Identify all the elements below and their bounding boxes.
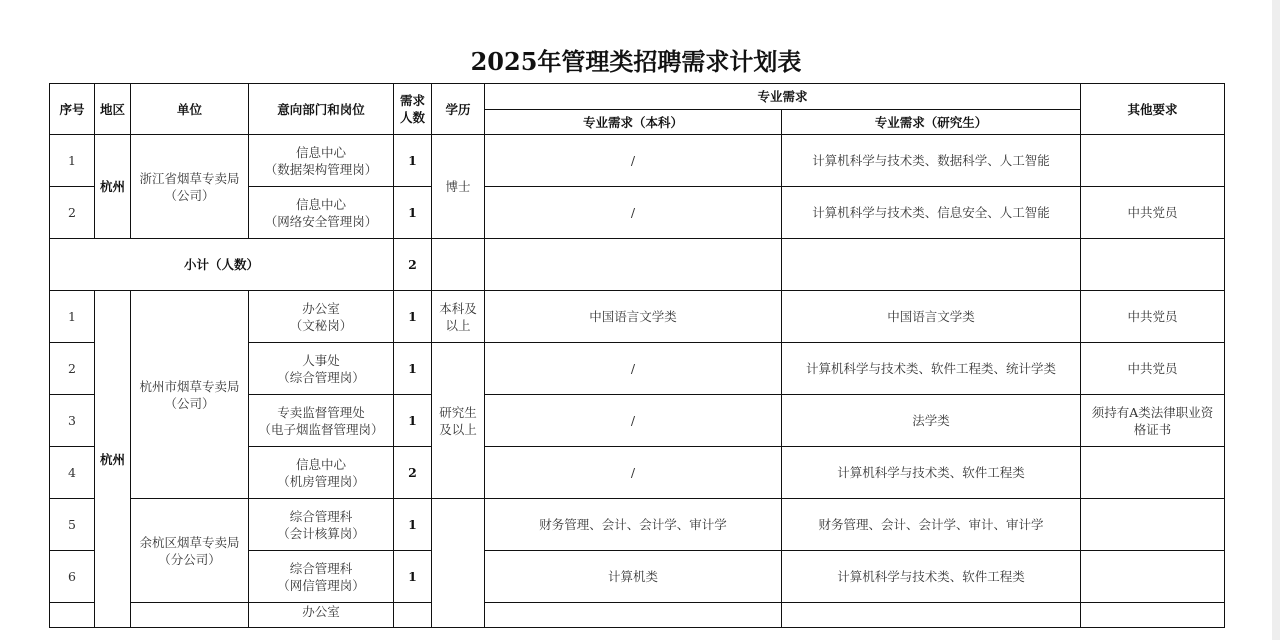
- cell-region: 杭州: [95, 291, 131, 628]
- cell-unit: 杭州市烟草专卖局 （公司）: [131, 291, 249, 499]
- cell-other: [1081, 447, 1225, 499]
- cell-index: 5: [50, 499, 95, 551]
- cell-count: 2: [394, 447, 432, 499]
- cell-count: 1: [394, 291, 432, 343]
- cell-graduate: 法学类: [782, 395, 1081, 447]
- subtotal-value: 2: [394, 239, 432, 291]
- cell-other: 中共党员: [1081, 291, 1225, 343]
- subtotal-row: [50, 239, 1225, 291]
- cell-bachelor: /: [485, 395, 782, 447]
- cell-dept: 信息中心 （数据架构管理岗）: [249, 135, 394, 187]
- cell-graduate: 中国语言文学类: [782, 291, 1081, 343]
- cell-bachelor: /: [485, 187, 782, 239]
- cell-bachelor: 计算机类: [485, 551, 782, 603]
- cell-index: 6: [50, 551, 95, 603]
- cell-index: [50, 603, 95, 628]
- table-row: [50, 135, 1225, 187]
- cell-education: [432, 499, 485, 628]
- cell-count: 1: [394, 343, 432, 395]
- cell-graduate: [782, 603, 1081, 628]
- cell-dept: 信息中心 （机房管理岗）: [249, 447, 394, 499]
- header-count: 需求 人数: [394, 84, 432, 135]
- cell-index: 2: [50, 343, 95, 395]
- cell-graduate: 计算机科学与技术类、软件工程类、统计学类: [782, 343, 1081, 395]
- cell-index: 3: [50, 395, 95, 447]
- recruitment-table: [49, 83, 1225, 628]
- cell-other: 须持有A类法律职业资 格证书: [1081, 395, 1225, 447]
- cell-bachelor: /: [485, 343, 782, 395]
- cell-other: [1081, 551, 1225, 603]
- cell-empty: [485, 239, 782, 291]
- cell-dept: 综合管理科 （网信管理岗）: [249, 551, 394, 603]
- cell-count: 1: [394, 551, 432, 603]
- cell-index: 4: [50, 447, 95, 499]
- cell-unit: [131, 603, 249, 628]
- header-region: 地区: [95, 84, 131, 135]
- subtotal-label: 小计（人数）: [50, 239, 394, 291]
- cell-education: 本科及 以上: [432, 291, 485, 343]
- cell-region: 杭州: [95, 135, 131, 239]
- table-row: [50, 291, 1225, 343]
- cell-count: 1: [394, 499, 432, 551]
- cell-graduate: 计算机科学与技术类、软件工程类: [782, 551, 1081, 603]
- cell-bachelor: /: [485, 135, 782, 187]
- table-row: [50, 499, 1225, 551]
- cell-graduate: 财务管理、会计、会计学、审计、审计学: [782, 499, 1081, 551]
- header-major-group: 专业需求: [485, 84, 1081, 110]
- cell-count: 1: [394, 187, 432, 239]
- cell-dept: 人事处 （综合管理岗）: [249, 343, 394, 395]
- cell-bachelor: [485, 603, 782, 628]
- cell-bachelor: 财务管理、会计、会计学、审计学: [485, 499, 782, 551]
- cell-graduate: 计算机科学与技术类、信息安全、人工智能: [782, 187, 1081, 239]
- cell-dept: 办公室: [249, 603, 394, 628]
- cell-index: 1: [50, 135, 95, 187]
- cell-other: 中共党员: [1081, 187, 1225, 239]
- cell-unit: 浙江省烟草专卖局 （公司）: [131, 135, 249, 239]
- cell-other: [1081, 603, 1225, 628]
- page-edge-shadow: [1272, 0, 1280, 640]
- cell-dept: 信息中心 （网络安全管理岗）: [249, 187, 394, 239]
- cell-dept: 办公室 （文秘岗）: [249, 291, 394, 343]
- page-title: 2025年管理类招聘需求计划表: [470, 47, 802, 76]
- header-other: 其他要求: [1081, 84, 1225, 135]
- cell-count: [394, 603, 432, 628]
- header-major-graduate: 专业需求（研究生）: [782, 110, 1081, 135]
- header-major-bachelor: 专业需求（本科）: [485, 110, 782, 135]
- cell-empty: [432, 239, 485, 291]
- cell-dept: 专卖监督管理处 （电子烟监督管理岗）: [249, 395, 394, 447]
- cell-empty: [1081, 239, 1225, 291]
- header-row: [50, 84, 1225, 110]
- cell-empty: [782, 239, 1081, 291]
- header-dept: 意向部门和岗位: [249, 84, 394, 135]
- cell-graduate: 计算机科学与技术类、数据科学、人工智能: [782, 135, 1081, 187]
- cell-dept: 综合管理科 （会计核算岗）: [249, 499, 394, 551]
- cell-graduate: 计算机科学与技术类、软件工程类: [782, 447, 1081, 499]
- header-index: 序号: [50, 84, 95, 135]
- cell-bachelor: 中国语言文学类: [485, 291, 782, 343]
- cell-index: 2: [50, 187, 95, 239]
- table-row: [50, 603, 1225, 628]
- header-education: 学历: [432, 84, 485, 135]
- cell-education: 博士: [432, 135, 485, 239]
- cell-index: 1: [50, 291, 95, 343]
- cell-bachelor: /: [485, 447, 782, 499]
- cell-other: [1081, 135, 1225, 187]
- cell-other: [1081, 499, 1225, 551]
- cell-unit: 余杭区烟草专卖局 （分公司）: [131, 499, 249, 603]
- cell-count: 1: [394, 395, 432, 447]
- header-unit: 单位: [131, 84, 249, 135]
- cell-other: 中共党员: [1081, 343, 1225, 395]
- cell-education: 研究生 及以上: [432, 343, 485, 499]
- cell-count: 1: [394, 135, 432, 187]
